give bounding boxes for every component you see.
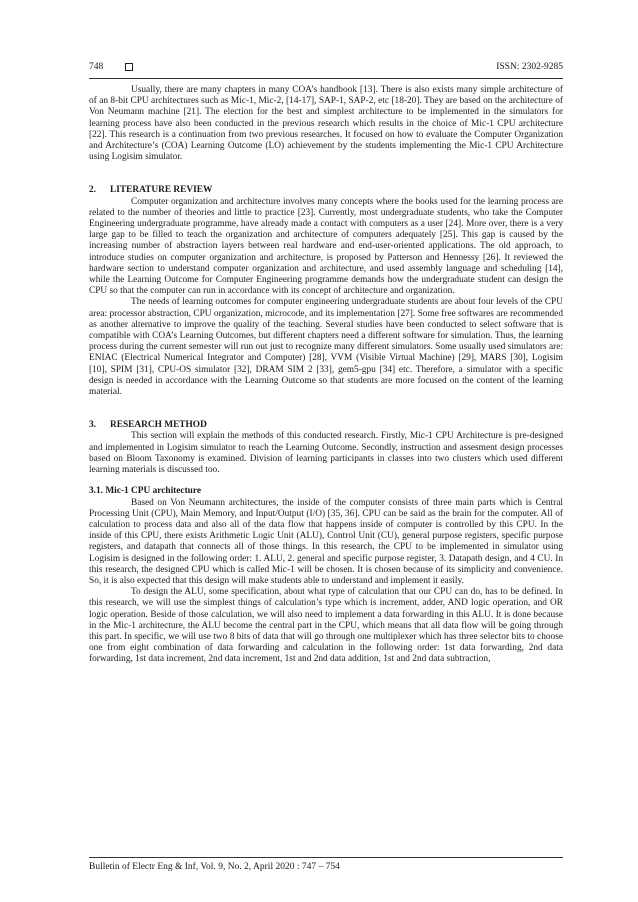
literature-paragraph-2: The needs of learning outcomes for computer engineering undergraduate students are about four levels of the CPU area: processor abstraction, CPU organization, microcode, and its implementation [27]. Some free softwares are recommended as another alternative to improve the quality of the teaching. Several studies have been conducted to select software that is compatible with COA’s Learning Outcomes, but different chapters need a different software for simulation. Thus, the learning process during the current semester will run out just to recognize many different simulators. Some usually used simulators are: ENIAC (Electrical Numerical Integrator and Computer) [28], VVM (Visible Virtual Machine) [29], MARS [30], Logisim [10], SPIM [31], CPU-OS simulator [32], DRAM SIM 2 [33], gem5-gpu [34] etc. Therefore, a simulator with a specific design is needed in accordance with the Learning Outcome so that students are more focused on the content of the learning material. (89, 297, 563, 398)
page-number: 748 (89, 62, 104, 72)
literature-paragraph-1: Computer organization and architecture involves many concepts where the books used for the learning process are related to the number of theories and little to practice [23]. Currently, most undergraduate students, who take the Computer Engineering undergraduate programme, have already made a contact with computers as a user [24]. More over, there is a very large gap to be filled to teach the organization and architecture of computers adequately [25]. This gap is caused by the increasing number of abstraction layers between real hardware and end-user-oriented applications. The old approach, to introduce studies on computer organization and architecture, is proposed by Patterson and Hennessy [26]. It reviewed the hardware section to understand computer organization and architecture, and used assembly language and scheduling [14], while the Learning Outcome for Computer Engineering programme demands how the undergraduate student can design the CPU so that the computer can run in accordance with its concept of architecture and organization. (89, 196, 563, 297)
section-title: RESEARCH METHOD (110, 420, 207, 431)
issn-label: ISSN: 2302-9285 (496, 62, 563, 72)
mic1-paragraph-2: To design the ALU, some specification, about what type of calculation that our CPU can do, has to be defined. In this research, we will use the simplest things of calculation’s type which is increment, adder, AND logic operation, and OR logic operation. Beside of those calculation, we will also need to implement a data forwarding in this ALU. It is done because in the Mic-1 architecture, the ALU become the central part in the CPU, which means that all data flow will be going through this part. In specific, we will use two 8 bits of data that will go through one multiplexer which has three selector bits to choose one from eight combination of data forwarding and calculation in the following order: 1st data forwarding, 2nd data forwarding, 1st data increment, 2nd data increment, 1st and 2nd data addition, 1st and 2nd data subtraction, (89, 587, 563, 665)
header-rule (89, 78, 563, 79)
article-body (89, 85, 563, 666)
page-header (89, 62, 563, 76)
section-title: LITERATURE REVIEW (110, 185, 213, 196)
mic1-paragraph-1: Based on Von Neumann architectures, the inside of the computer consists of three main parts which is Central Processing Unit (CPU), Main Memory, and Input/Output (I/O) [35, 36]. CPU can be said as the brain for the computer. All of calculation to process data and also all of the data flow that happens inside of computer is controlled by this CPU. In the inside of this CPU, there exists Arithmetic Logic Unit (ALU), Control Unit (CU), general purpose registers, specific purpose registers, and datapath that connects all of those things. In this research, the CPU to be implemented in simulator using Logisim is designed in the following order: 1. ALU, 2. general and specific purpose register, 3. Datapath design, and 4 CU. In this research, the designed CPU which is called Mic-1 will be chosen. It is chosen because of its simplicity and convenience. So, it is also expected that this design will make students able to understand and implement it easily. (89, 497, 563, 586)
section-heading-research-method (89, 420, 563, 431)
subsection-heading-mic1: 3.1. Mic-1 CPU architecture (89, 486, 202, 497)
intro-paragraph: Usually, there are many chapters in many COA’s handbook [13]. There is also exists many simple architecture of of an 8-bit CPU architectures such as Mic-1, Mic-2, [14-17], SAP-1, SAP-2, etc [18-20]. They are based on the architecture of Von Neumann machine [21]. The election for the best and simplest architecture to be implemented in the simulators for learning process have also been conducted in the previous research which results in the choice of Mic-1 CPU architecture [22]. This research is a continuation from two previous researches. It focused on how to evaluate the Computer Organization and Architecture’s (COA) Learning Outcome (LO) achievement by the students implementing the Mic-1 CPU Architecture using Logisim simulator. (89, 85, 563, 163)
section-heading-literature-review (89, 185, 563, 196)
method-paragraph: This section will explain the methods of this conducted research. Firstly, Mic-1 CPU Architecture is pre-designed and implemented in Logisim simulator to reach the Learning Outcome. Secondly, instruction and assesment design processes based on Bloom Taxonomy is examined. Division of learning participants in classes into two clusters which used different learning materials is discussed too. (89, 431, 563, 476)
page-footer: Bulletin of Electr Eng & Inf, Vol. 9, No. 2, April 2020 : 747 – 754 (89, 862, 340, 872)
checkbox-square-icon (125, 63, 133, 71)
section-number: 3. (89, 420, 97, 431)
section-number: 2. (89, 185, 97, 196)
footer-rule (89, 857, 563, 858)
